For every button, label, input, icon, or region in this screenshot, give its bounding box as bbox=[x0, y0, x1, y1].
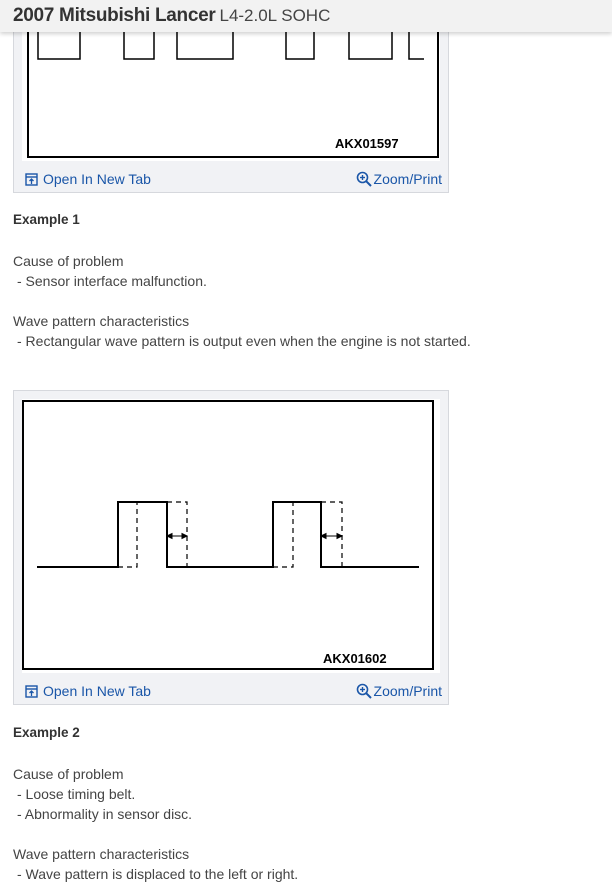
example-1-title: Example 1 bbox=[13, 212, 80, 227]
figure-canvas bbox=[22, 399, 440, 673]
open-in-new-tab-link[interactable] bbox=[25, 171, 151, 187]
zoom-link-label: Zoom/Print bbox=[373, 171, 442, 187]
diagram-label: AKX01597 bbox=[335, 136, 399, 151]
open-new-tab-icon bbox=[25, 685, 38, 698]
open-new-tab-icon bbox=[25, 173, 38, 186]
cause-item: - Sensor interface malfunction. bbox=[17, 273, 207, 289]
page-header bbox=[0, 0, 612, 32]
figure-footer bbox=[14, 166, 448, 192]
cause-item: - Loose timing belt. bbox=[17, 786, 136, 802]
open-link-label: Open In New Tab bbox=[43, 171, 151, 187]
example-2-wave bbox=[13, 844, 298, 884]
zoom-link-label: Zoom/Print bbox=[373, 683, 442, 699]
example-2-title: Example 2 bbox=[13, 725, 80, 740]
cause-heading: Cause of problem bbox=[13, 253, 124, 269]
open-link-label: Open In New Tab bbox=[43, 683, 151, 699]
wave-item: - Wave pattern is displaced to the left or right. bbox=[17, 866, 299, 882]
figure-akx01602 bbox=[13, 390, 449, 705]
figure-footer bbox=[14, 678, 448, 704]
zoom-print-link[interactable] bbox=[356, 171, 442, 187]
displaced-pulse-outline bbox=[118, 502, 342, 567]
example-1-wave bbox=[13, 311, 471, 351]
cause-heading: Cause of problem bbox=[13, 766, 124, 782]
example-2-cause bbox=[13, 764, 192, 824]
displacement-arrows bbox=[167, 534, 342, 539]
diagram-frame bbox=[23, 401, 433, 669]
waveform-trace bbox=[37, 502, 419, 567]
zoom-in-icon bbox=[356, 683, 372, 699]
cause-item: - Abnormality in sensor disc. bbox=[17, 806, 193, 822]
wave-heading: Wave pattern characteristics bbox=[13, 313, 190, 329]
wave-heading: Wave pattern characteristics bbox=[13, 846, 190, 862]
diagram-label: AKX01602 bbox=[323, 651, 387, 666]
open-in-new-tab-link[interactable] bbox=[25, 683, 151, 699]
engine-subtitle: L4-2.0L SOHC bbox=[219, 6, 331, 25]
example-1-cause bbox=[13, 251, 207, 291]
waveform-diagram bbox=[22, 399, 440, 673]
zoom-in-icon bbox=[356, 171, 372, 187]
wave-item: - Rectangular wave pattern is output even when the engine is not started. bbox=[17, 333, 471, 349]
zoom-print-link[interactable] bbox=[356, 683, 442, 699]
vehicle-title: 2007 Mitsubishi Lancer bbox=[13, 5, 216, 26]
